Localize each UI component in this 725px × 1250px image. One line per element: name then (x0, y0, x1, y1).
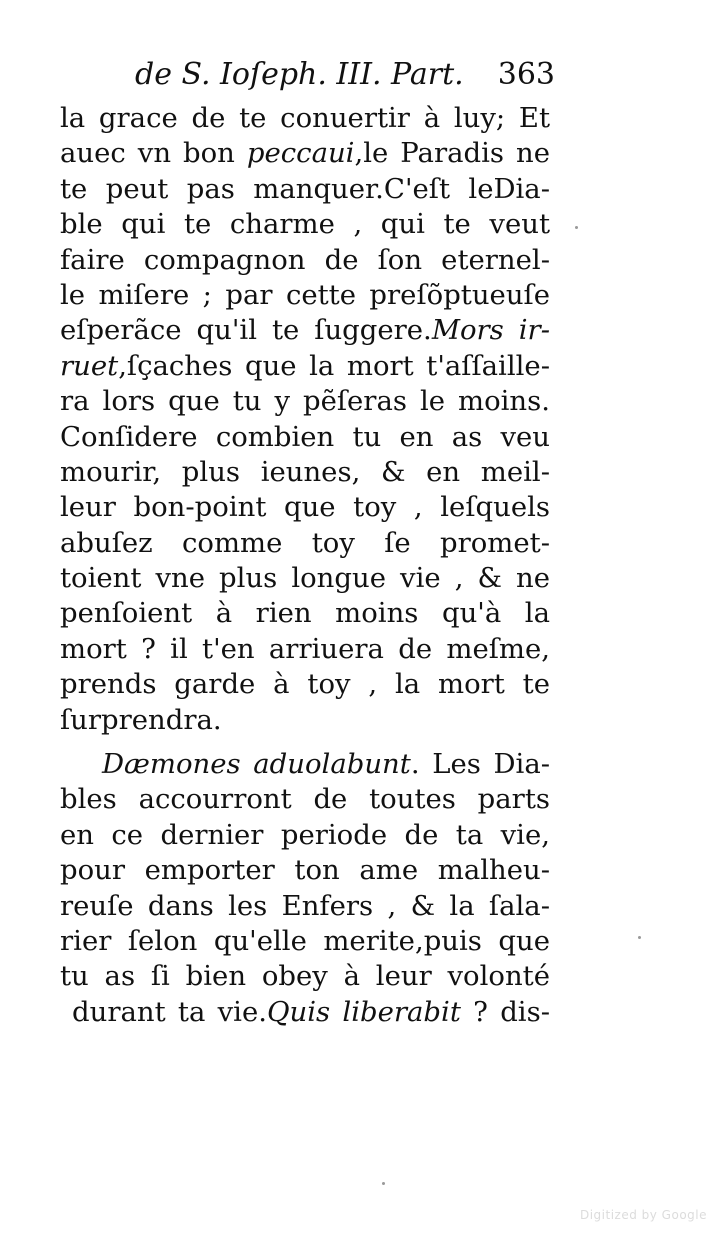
text-segment: bles accourront de toutes parts (60, 783, 550, 816)
text-segment: faire compagnon de ſon eternel- (60, 243, 550, 276)
watermark: Digitized by Google (579, 1208, 707, 1222)
text-segment: toient vne plus longue vie , & ne (60, 562, 550, 595)
text-segment: mort ? il t'en arriuera de meſme, (60, 632, 550, 665)
text-line (60, 782, 550, 817)
text-segment: Conſidere combien tu en as veu (60, 420, 550, 453)
text-segment: auec vn bon (60, 137, 247, 170)
text-line (60, 243, 550, 278)
paper-speck (382, 1182, 385, 1185)
paragraph-gap (60, 738, 550, 747)
text-segment: tu as ſi bien obey à leur volonté (60, 960, 550, 993)
text-segment: mourir, plus ieunes, & en meil- (60, 455, 550, 488)
text-line (60, 384, 550, 419)
running-head (135, 52, 555, 98)
text-line (60, 747, 550, 782)
italic-segment: ruet (60, 349, 119, 382)
text-line (60, 278, 550, 313)
text-segment: prends garde à toy , la mort te (60, 668, 550, 701)
text-line (60, 313, 550, 348)
text-line (60, 632, 550, 667)
text-segment: te peut pas manquer.C'eſt leDia- (60, 172, 550, 205)
text-segment: abuſez comme toy ſe promet- (60, 526, 550, 559)
text-line (60, 136, 550, 171)
text-line (60, 889, 550, 924)
body-text (60, 101, 550, 1030)
text-segment: ra lors que tu y pẽſeras le moins. (60, 385, 550, 418)
running-head-title: de S. Ioſeph. III. Part. (135, 57, 464, 92)
text-segment: eſperãce qu'il te ſuggere. (60, 314, 432, 347)
italic-segment: Mors ir- (431, 314, 550, 347)
text-segment: la grace de te conuertir à luy; Et (60, 102, 550, 134)
paper-speck (575, 226, 578, 229)
text-line (60, 526, 550, 561)
text-line (60, 995, 550, 1030)
italic-segment: Dæmones aduolabunt (102, 748, 411, 781)
text-line (60, 667, 550, 702)
text-segment: ble qui te charme , qui te veut (60, 208, 550, 241)
text-line (60, 455, 550, 490)
text-line (60, 420, 550, 455)
text-segment: penſoient à rien moins qu'à la (60, 597, 550, 630)
text-segment: . Les Dia- (410, 748, 551, 781)
text-line (60, 172, 550, 207)
text-line (60, 207, 550, 242)
italic-segment: Quis liberabit (266, 995, 461, 1028)
paragraph (60, 101, 550, 738)
text-segment: leur bon-point que toy , leſquels (60, 491, 550, 524)
text-segment: ,ſçaches que la mort t'aſſaille- (118, 349, 550, 382)
text-line (60, 101, 550, 136)
text-segment: reuſe dans les Enfers , & la ſala- (60, 889, 550, 922)
text-segment: en ce dernier periode de ta vie, (60, 818, 550, 851)
text-line (60, 853, 550, 888)
text-segment: pour emporter ton ame malheu- (60, 854, 550, 887)
italic-segment: peccaui (246, 137, 355, 170)
text-segment: ,le Paradis ne (354, 137, 550, 170)
text-line (60, 818, 550, 853)
text-segment: ? dis- (460, 995, 550, 1028)
text-line (60, 924, 550, 959)
text-segment: rier ſelon qu'elle merite,puis que (60, 924, 550, 957)
text-line (60, 959, 550, 994)
text-segment: le miſere ; par cette preſõptueuſe (60, 278, 550, 311)
page-number: 363 (497, 57, 555, 92)
text-line (60, 490, 550, 525)
paragraph (60, 747, 550, 1030)
text-segment: ſurprendra. (60, 703, 222, 736)
paper-speck (638, 936, 641, 939)
text-line (60, 596, 550, 631)
text-line (60, 703, 550, 738)
text-line (60, 349, 550, 384)
text-segment: durant ta vie. (72, 995, 267, 1028)
text-line (60, 561, 550, 596)
